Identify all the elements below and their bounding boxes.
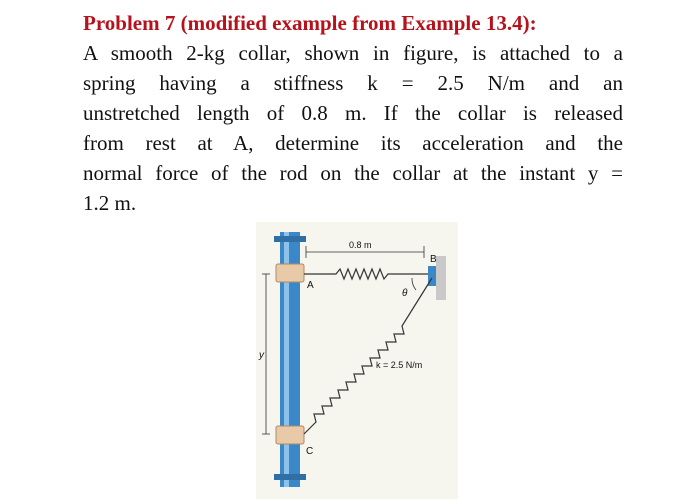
collar-spring-figure (256, 222, 458, 499)
label-theta: θ (402, 288, 408, 299)
label-c: C (306, 446, 314, 457)
figure-svg (256, 222, 458, 499)
problem-line: spring having a stiffness k = 2.5 N/m and an (83, 71, 623, 95)
collar-a (276, 264, 304, 282)
width-label: 0.8 m (349, 240, 372, 250)
problem-line: normal force of the rod on the collar at the instant y = (83, 161, 623, 185)
collar-c (276, 426, 304, 444)
problem-line: from rest at A, determine its acceleration and the (83, 131, 623, 155)
label-a: A (307, 280, 314, 291)
problem-statement (83, 38, 623, 218)
wall-support (436, 256, 446, 300)
problem-line: A smooth 2-kg collar, shown in figure, is attached to a (83, 41, 623, 65)
problem-line: 1.2 m. (83, 191, 137, 215)
rod-top-cap (274, 236, 306, 242)
rod-bottom-cap (274, 474, 306, 480)
problem-line: unstretched length of 0.8 m. If the collar is released (83, 101, 623, 125)
label-k: k = 2.5 N/m (376, 360, 423, 370)
label-b: B (430, 254, 437, 265)
problem-heading: Problem 7 (modified example from Example 13.4): (83, 11, 537, 35)
label-y: y (259, 350, 264, 361)
